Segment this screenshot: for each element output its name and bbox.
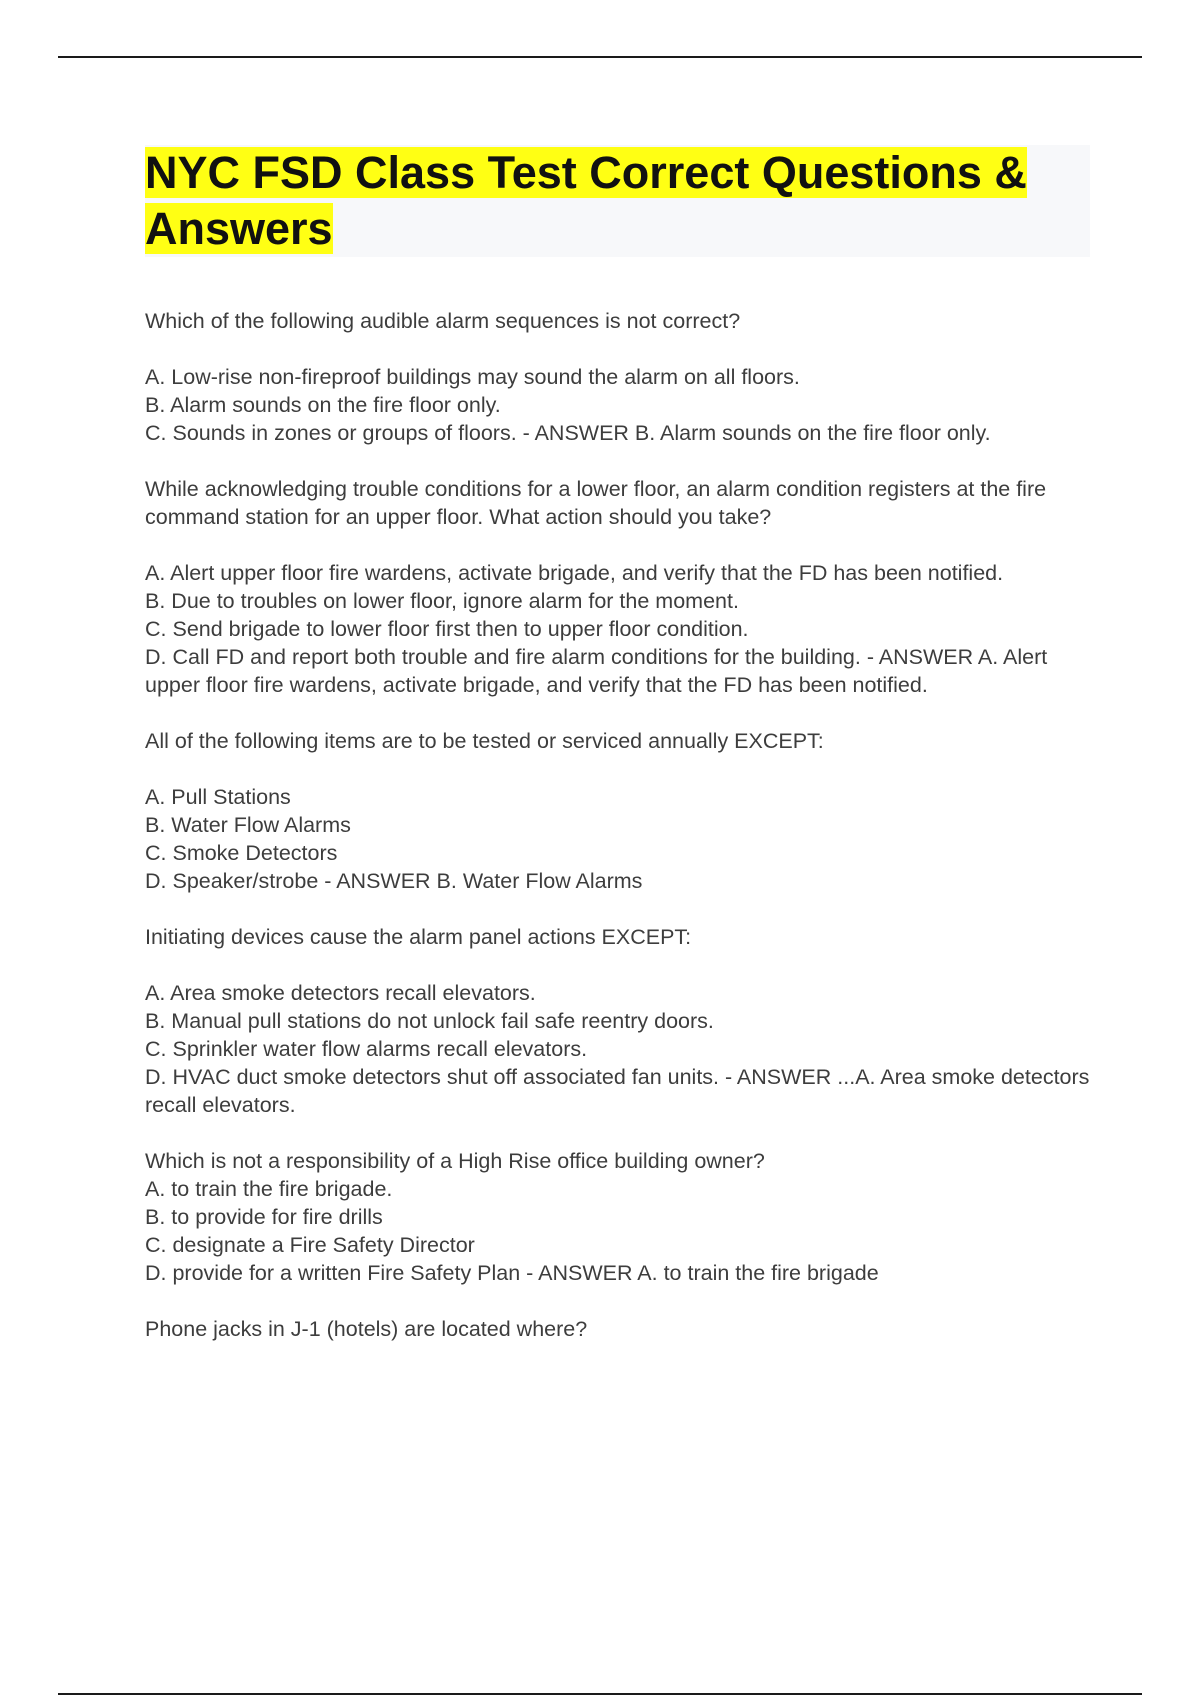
question-text: Phone jacks in J-1 (hotels) are located where? <box>145 1317 588 1341</box>
option-line: A. Area smoke detectors recall elevators. <box>145 981 536 1005</box>
question-6 <box>145 1315 1090 1343</box>
option-line: D. Call FD and report both trouble and fire alarm conditions for the building. - ANSWER A. Alert upper floor fire wardens, activate brigade, and verify that the FD has been notified. <box>145 645 1054 697</box>
option-line: C. Sounds in zones or groups of floors. - ANSWER B. Alarm sounds on the fire floor only. <box>145 421 991 445</box>
question-text: While acknowledging trouble conditions for a lower floor, an alarm condition registers at the fire command station for an upper floor. What action should you take? <box>145 477 1053 529</box>
option-line: A. to train the fire brigade. <box>145 1177 393 1201</box>
option-line: B. to provide for fire drills <box>145 1205 383 1229</box>
answer-options-1 <box>145 363 1090 447</box>
question-1 <box>145 307 1090 335</box>
option-line: B. Water Flow Alarms <box>145 813 351 837</box>
question-4 <box>145 923 1090 951</box>
question-text: Which is not a responsibility of a High Rise office building owner? <box>145 1149 765 1173</box>
option-line: B. Due to troubles on lower floor, ignore alarm for the moment. <box>145 589 739 613</box>
question-text: All of the following items are to be tested or serviced annually EXCEPT: <box>145 729 824 753</box>
answer-options-3 <box>145 783 1090 895</box>
answer-options-2 <box>145 559 1090 699</box>
footer-rule <box>58 1693 1142 1695</box>
document-title <box>145 145 1090 257</box>
title-block <box>145 145 1090 257</box>
question-text: Which of the following audible alarm sequences is not correct? <box>145 309 741 333</box>
option-line: A. Pull Stations <box>145 785 291 809</box>
question-3 <box>145 727 1090 755</box>
option-line: A. Low-rise non-fireproof buildings may sound the alarm on all floors. <box>145 365 800 389</box>
option-line: D. HVAC duct smoke detectors shut off associated fan units. - ANSWER ...A. Area smoke detectors recall elevators. <box>145 1065 1096 1117</box>
option-line: A. Alert upper floor fire wardens, activate brigade, and verify that the FD has been notified. <box>145 561 1004 585</box>
question-text: Initiating devices cause the alarm panel actions EXCEPT: <box>145 925 692 949</box>
option-line: C. Sprinkler water flow alarms recall elevators. <box>145 1037 588 1061</box>
option-line: D. Speaker/strobe - ANSWER B. Water Flow Alarms <box>145 869 643 893</box>
header-rule <box>58 56 1142 58</box>
question-2 <box>145 475 1090 531</box>
option-line: B. Alarm sounds on the fire floor only. <box>145 393 501 417</box>
title-highlight: NYC FSD Class Test Correct Questions & Answers <box>145 147 1027 254</box>
option-line: C. Send brigade to lower floor first then to upper floor condition. <box>145 617 749 641</box>
option-line: C. designate a Fire Safety Director <box>145 1233 475 1257</box>
option-line: D. provide for a written Fire Safety Plan - ANSWER A. to train the fire brigade <box>145 1261 879 1285</box>
document-body <box>145 145 1096 1371</box>
option-line: C. Smoke Detectors <box>145 841 338 865</box>
option-line: B. Manual pull stations do not unlock fail safe reentry doors. <box>145 1009 714 1033</box>
question-5 <box>145 1147 1090 1287</box>
answer-options-4 <box>145 979 1096 1119</box>
